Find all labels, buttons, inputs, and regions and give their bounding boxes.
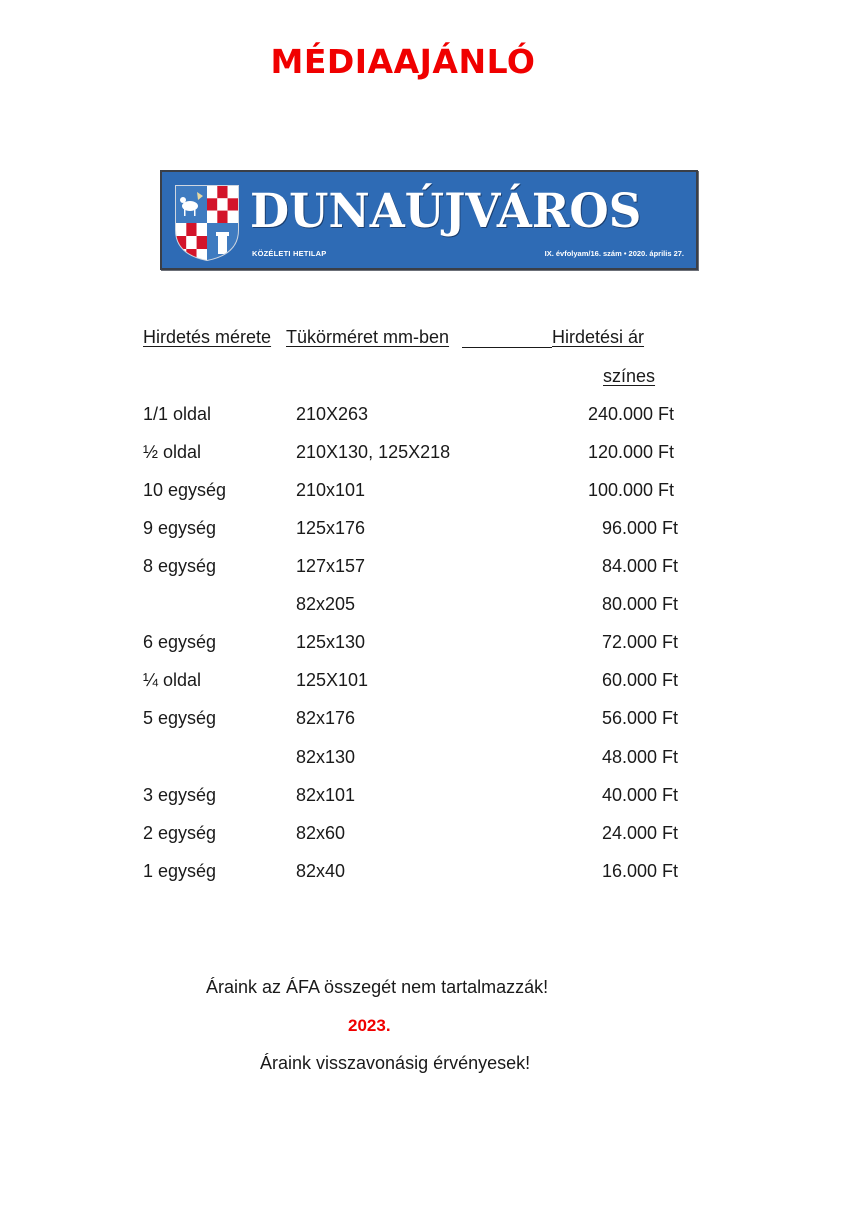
table-row — [0, 518, 860, 542]
mirror-size: 82x101 — [296, 785, 356, 805]
price: 72.000 Ft — [601, 632, 678, 652]
price: 240.000 Ft — [587, 404, 674, 424]
price: 60.000 Ft — [601, 670, 678, 690]
coat-of-arms-icon — [174, 184, 240, 262]
ad-size: ¼ oldal — [143, 670, 202, 690]
mirror-size: 82x40 — [296, 861, 346, 881]
ad-size: 6 egység — [143, 632, 217, 652]
table-row — [0, 747, 860, 771]
table-row — [0, 708, 860, 732]
ad-size: 8 egység — [143, 556, 217, 576]
mirror-size: 125X101 — [296, 670, 369, 690]
price: 100.000 Ft — [587, 480, 674, 500]
ad-size: 1 egység — [143, 861, 217, 881]
mirror-size: 82x176 — [296, 708, 356, 728]
header-size: Hirdetés mérete — [143, 327, 272, 347]
page-title: MÉDIAAJÁNLÓ — [270, 42, 536, 81]
table-row — [0, 632, 860, 656]
price: 48.000 Ft — [601, 747, 678, 767]
header-underline — [462, 347, 552, 348]
newspaper-tagline: KÖZÉLETI HETILAP — [252, 249, 327, 258]
ad-size: 9 egység — [143, 518, 217, 538]
ad-size: 1/1 oldal — [143, 404, 212, 424]
newspaper-name: DUNAÚJVÁROS — [250, 184, 642, 239]
price: 84.000 Ft — [601, 556, 678, 576]
ad-size: 3 egység — [143, 785, 217, 805]
table-row — [0, 480, 860, 504]
table-row — [0, 785, 860, 809]
price: 120.000 Ft — [587, 442, 674, 462]
ad-size: 10 egység — [143, 480, 227, 500]
mirror-size: 82x130 — [296, 747, 356, 767]
ad-size: ½ oldal — [143, 442, 202, 462]
price: 16.000 Ft — [601, 861, 678, 881]
ad-size: 5 egység — [143, 708, 217, 728]
price: 56.000 Ft — [601, 708, 678, 728]
mirror-size: 127x157 — [296, 556, 366, 576]
mirror-size: 82x205 — [296, 594, 356, 614]
table-row — [0, 670, 860, 694]
newspaper-banner — [160, 170, 698, 270]
table-row — [0, 404, 860, 428]
validity-note: Áraink visszavonásig érvényesek! — [260, 1053, 531, 1073]
header-price-sub: színes — [603, 366, 656, 386]
issue-info: IX. évfolyam/16. szám • 2020. április 27. — [544, 249, 684, 258]
price: 24.000 Ft — [601, 823, 678, 843]
mirror-size: 125x130 — [296, 632, 366, 652]
vat-note: Áraink az ÁFA összegét nem tartalmazzák! — [206, 977, 549, 997]
mirror-size: 210X130, 125X218 — [296, 442, 451, 462]
price: 80.000 Ft — [601, 594, 678, 614]
mirror-size: 82x60 — [296, 823, 346, 843]
year-label: 2023. — [348, 1016, 391, 1035]
mirror-size: 210X263 — [296, 404, 369, 424]
table-row — [0, 861, 860, 885]
mirror-size: 125x176 — [296, 518, 366, 538]
price: 40.000 Ft — [601, 785, 678, 805]
table-row — [0, 823, 860, 847]
header-price: Hirdetési ár — [552, 327, 645, 347]
table-row — [0, 556, 860, 580]
header-mirror: Tükörméret mm-ben — [286, 327, 450, 347]
table-row — [0, 442, 860, 466]
ad-size: 2 egység — [143, 823, 217, 843]
price: 96.000 Ft — [601, 518, 678, 538]
mirror-size: 210x101 — [296, 480, 366, 500]
table-row — [0, 594, 860, 618]
